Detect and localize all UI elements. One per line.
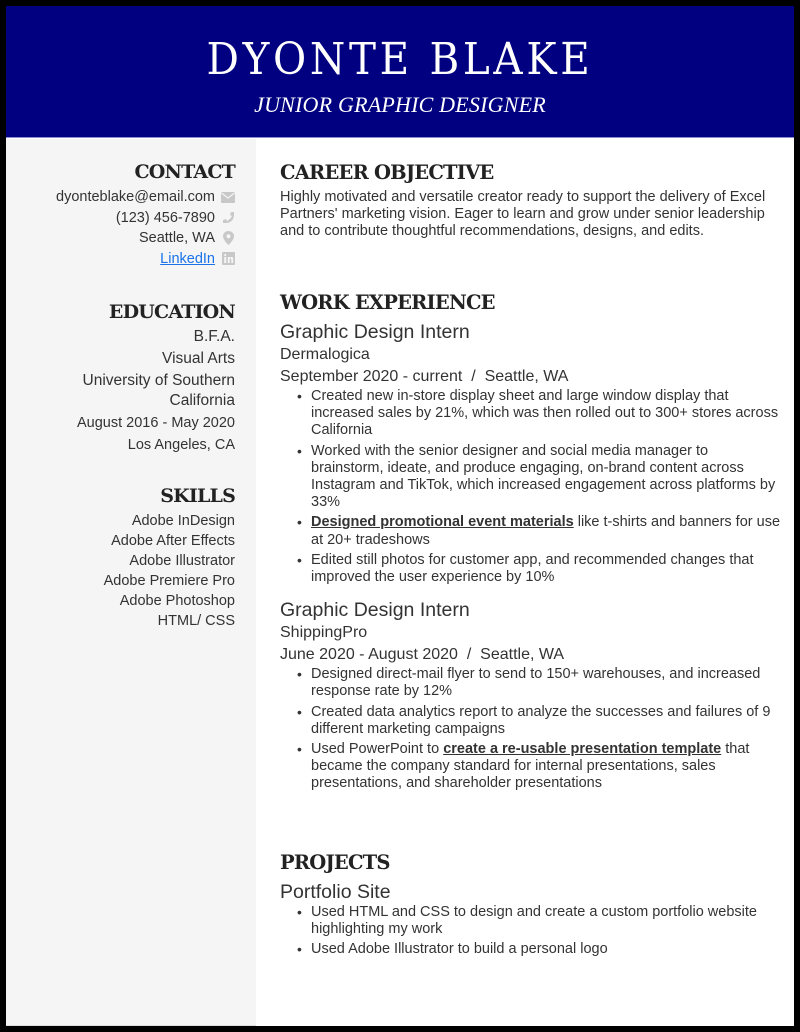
phone-text: (123) 456-7890 bbox=[115, 209, 215, 226]
objective-section bbox=[280, 161, 780, 241]
job-bullet bbox=[280, 741, 780, 793]
linkedin-icon bbox=[221, 252, 235, 266]
job-bullet bbox=[280, 552, 780, 586]
skill-item: Adobe Illustrator bbox=[129, 553, 235, 569]
job-bullet bbox=[280, 514, 780, 548]
bullet-text: Used HTML and CSS to design and create a custom portfolio website highlighting my work bbox=[311, 904, 757, 938]
skill-item: Adobe After Effects bbox=[111, 533, 235, 549]
envelope-icon bbox=[221, 190, 235, 204]
job-dates: June 2020 - August 2020 bbox=[280, 646, 458, 664]
project-bullet bbox=[280, 941, 780, 958]
bullet-link[interactable]: Designed promotional event materials bbox=[311, 514, 574, 531]
skill-item: HTML/ CSS bbox=[157, 613, 235, 629]
job-location: Seattle, WA bbox=[480, 646, 565, 664]
skill-item: Adobe Premiere Pro bbox=[103, 573, 235, 589]
map-pin-icon bbox=[221, 231, 235, 245]
resume-page bbox=[6, 6, 794, 1026]
job-dates: September 2020 - current bbox=[280, 368, 463, 385]
objective-title: CAREER OBJECTIVE bbox=[280, 161, 494, 184]
bullet-link[interactable]: create a re-usable presentation template bbox=[443, 741, 722, 758]
candidate-name: DYONTE BLAKE bbox=[206, 34, 594, 85]
objective-text: Highly motivated and versatile creator ready to support the delivery of Excel Partners' marketing vision. Eager to learn and grow under senior leadership and to contribute thoughtful recommendations, designs, and edits. bbox=[280, 189, 766, 240]
education-title: EDUCATION bbox=[108, 301, 235, 323]
contact-linkedin bbox=[16, 249, 235, 270]
job-location: Seattle, WA bbox=[484, 368, 569, 385]
job-entry bbox=[280, 320, 780, 586]
job-dates-location: June 2020 - August 2020 / Seattle, WA bbox=[280, 646, 565, 664]
sidebar bbox=[6, 139, 256, 1026]
education-degree: B.F.A. bbox=[193, 328, 235, 345]
job-bullets bbox=[280, 666, 780, 792]
contact-email bbox=[16, 187, 235, 208]
location-text: Seattle, WA bbox=[138, 230, 215, 246]
bullet-text: Used PowerPoint to bbox=[311, 741, 444, 758]
skills-section bbox=[16, 485, 235, 631]
skill-item: Adobe Photoshop bbox=[119, 593, 235, 609]
education-section bbox=[16, 301, 235, 457]
bullet-text: Created data analytics report to analyze the successes and failures of 9 different marketing campaigns bbox=[311, 703, 771, 737]
phone-icon bbox=[221, 211, 235, 225]
job-bullet bbox=[280, 443, 780, 512]
bullet-text: like t-shirts and banners for use at 20+ tradeshows bbox=[311, 514, 781, 548]
experience-title: WORK EXPERIENCE bbox=[280, 291, 495, 314]
resume-header bbox=[6, 6, 794, 138]
contact-phone bbox=[16, 208, 235, 229]
education-field: Visual Arts bbox=[162, 350, 235, 367]
bullet-text: Worked with the senior designer and social media manager to brainstorm, ideate, and produce engaging, on-brand content across Instagram and TikTok, which increased engagement across platforms by 33% bbox=[311, 442, 776, 511]
project-title: Portfolio Site bbox=[280, 881, 391, 903]
education-school: University of Southern California bbox=[82, 372, 235, 409]
job-bullet bbox=[280, 704, 780, 738]
project-bullets bbox=[280, 904, 780, 959]
bullet-text: Designed direct-mail flyer to send to 150+ warehouses, and increased response rate by 12% bbox=[311, 666, 761, 700]
project-bullet bbox=[280, 904, 780, 938]
candidate-role: JUNIOR GRAPHIC DESIGNER bbox=[254, 92, 546, 117]
experience-section bbox=[280, 291, 780, 796]
job-title: Graphic Design Intern bbox=[280, 321, 470, 343]
education-location: Los Angeles, CA bbox=[127, 437, 235, 453]
bullet-text: Created new in-store display sheet and large window display that increased sales by 21%, which was then rolled out to 300+ stores across California bbox=[311, 388, 779, 439]
job-dates-location: September 2020 - current / Seattle, WA bbox=[280, 368, 569, 385]
projects-section bbox=[280, 851, 780, 962]
job-bullet bbox=[280, 666, 780, 700]
job-company: Dermalogica bbox=[280, 346, 370, 363]
email-text: dyonteblake@email.com bbox=[56, 189, 215, 205]
projects-title: PROJECTS bbox=[280, 851, 390, 874]
job-title: Graphic Design Intern bbox=[280, 599, 470, 622]
project-entry bbox=[280, 880, 780, 959]
job-company: ShippingPro bbox=[280, 624, 368, 642]
contact-section bbox=[16, 161, 235, 269]
job-bullets bbox=[280, 388, 780, 586]
bullet-text: that became the company standard for internal presentations, sales presentations, and shareholder presentations bbox=[311, 741, 750, 792]
education-dates: August 2016 - May 2020 bbox=[77, 415, 235, 431]
contact-title: CONTACT bbox=[134, 161, 235, 183]
job-bullet bbox=[280, 388, 780, 440]
job-entry bbox=[280, 598, 780, 792]
bullet-text: Used Adobe Illustrator to build a personal logo bbox=[311, 941, 608, 958]
contact-location bbox=[16, 228, 235, 249]
skill-item: Adobe InDesign bbox=[131, 513, 235, 529]
bullet-text: Edited still photos for customer app, and recommended changes that improved the user experience by 10% bbox=[311, 551, 754, 586]
skills-title: SKILLS bbox=[160, 485, 235, 507]
linkedin-link[interactable]: LinkedIn bbox=[160, 250, 215, 267]
